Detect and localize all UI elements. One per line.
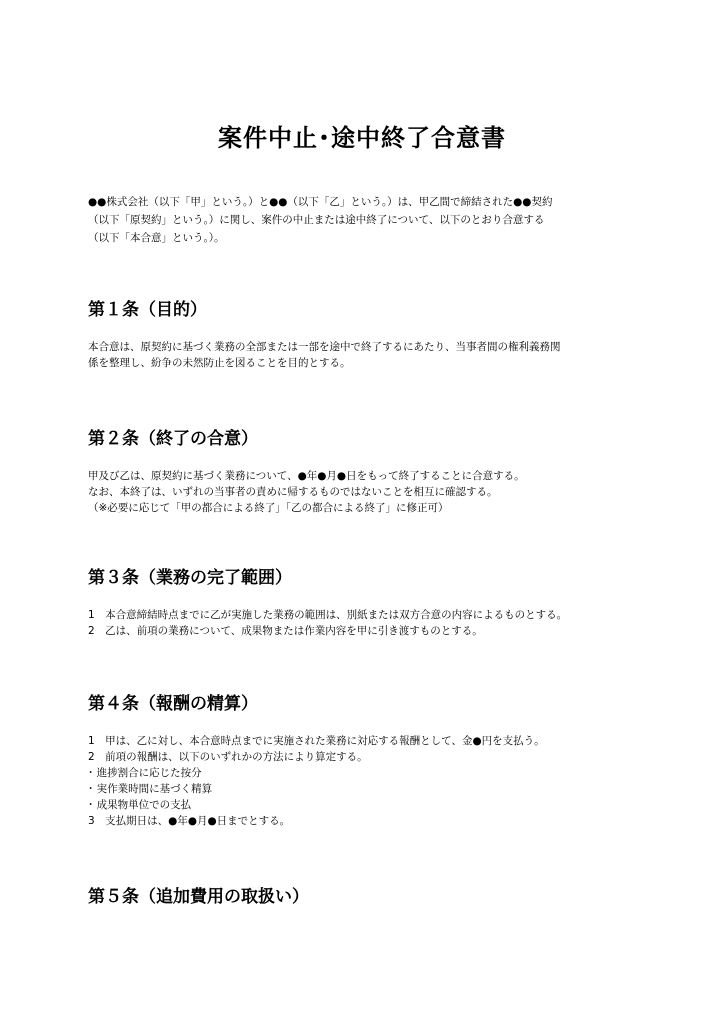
article-body	[88, 468, 668, 516]
article-5	[88, 886, 668, 926]
article-body	[88, 339, 668, 371]
article-line: 2 前項の報酬は、以下のいずれかの方法により算定する。	[88, 751, 368, 763]
bullet-line: ･ 進捗割合に応じた按分	[88, 767, 202, 779]
article-2	[88, 428, 668, 516]
article-heading: 第５条（追加費用の取扱い）	[88, 887, 309, 907]
article-line: 1 甲は、乙に対し、本合意時点までに実施された業務に対応する報酬として、金●円を支払う。	[88, 735, 545, 747]
article-4	[88, 693, 668, 829]
article-heading: 第４条（報酬の精算）	[88, 694, 258, 714]
article-body	[88, 733, 668, 829]
article-line: 係を整理し、紛争の未然防止を図ることを目的とする。	[88, 357, 351, 369]
article-line: 甲及び乙は、原契約に基づく業務について、●年●月●日をもって終了することに合意する。	[88, 470, 525, 482]
bullet-line: ･ 成果物単位での支払	[88, 799, 192, 811]
intro-line: （以下「本合意」という。）。	[88, 232, 225, 244]
article-line: なお、本終了は、いずれの当事者の責めに帰するものではないことを相互に確認する。	[88, 486, 498, 498]
article-heading: 第３条（業務の完了範囲）	[88, 568, 292, 588]
article-line: 1 本合意締結時点までに乙が実施した業務の範囲は、別紙または双方合意の内容によるものとする。	[88, 609, 568, 621]
article-heading: 第２条（終了の合意）	[88, 429, 258, 449]
bullet-line: ･ 実作業時間に基づく精算	[88, 783, 213, 795]
intro-paragraph	[88, 193, 648, 247]
intro-line: （以下「原契約」という。）に関し、案件の中止または途中終了について、以下のとおり合意する	[88, 214, 545, 226]
document-title: 案件中止･途中終了合意書	[218, 124, 506, 152]
article-heading: 第１条（目的）	[88, 300, 207, 320]
article-1	[88, 299, 668, 371]
article-line: 2 乙は、前項の業務について、成果物または作業内容を甲に引き渡すものとする。	[88, 625, 483, 637]
intro-line: ●●株式会社（以下「甲」という。）と●●（以下「乙」という。）は、甲乙間で締結された●●契約	[88, 196, 553, 208]
article-line: 本合意は、原契約に基づく業務の全部または一部を途中で終了するにあたり、当事者間の権利義務関	[88, 341, 561, 353]
article-3	[88, 567, 668, 639]
article-line: 3 支払期日は、●年●月●日までとする。	[88, 815, 291, 827]
article-line: （※必要に応じて「甲の都合による終了」「乙の都合による終了」に修正可）	[88, 502, 449, 514]
article-body	[88, 607, 668, 639]
